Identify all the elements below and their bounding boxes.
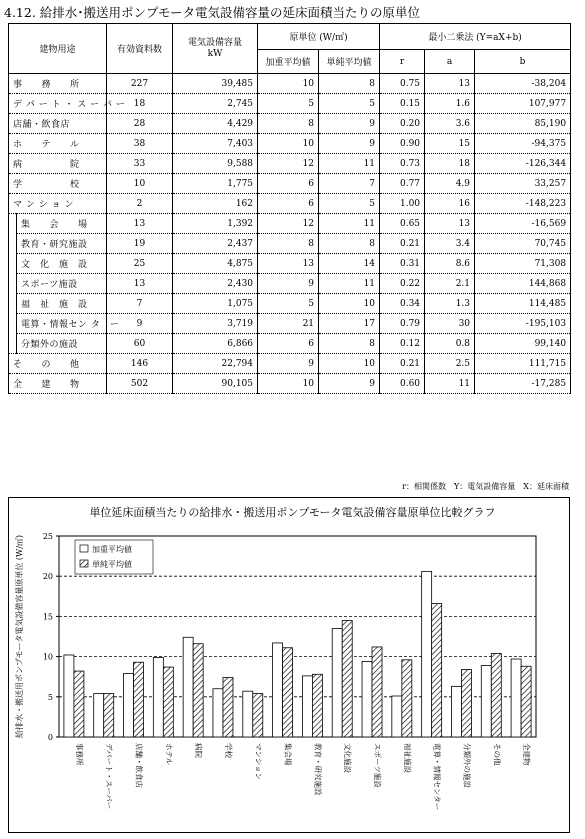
row-b: 107,977 xyxy=(475,94,571,114)
row-capacity: 4,875 xyxy=(173,254,258,274)
row-use: デ パ ー ト ・ ス ー パ ー xyxy=(9,94,107,114)
row-count: 18 xyxy=(107,94,173,114)
header-capacity-unit: kW xyxy=(207,48,223,59)
row-simple-avg: 10 xyxy=(319,294,380,314)
row-a: 13 xyxy=(425,74,475,94)
row-a: 30 xyxy=(425,314,475,334)
bar-weighted-avg xyxy=(183,637,193,737)
bar-simple-avg xyxy=(253,694,263,737)
x-category-label: スポーツ施設 xyxy=(373,743,383,788)
row-count: 28 xyxy=(107,114,173,134)
row-count: 9 xyxy=(107,314,173,334)
row-use: そ の 他 xyxy=(9,354,107,374)
row-simple-avg: 9 xyxy=(319,134,380,154)
row-weighted-avg: 5 xyxy=(258,94,319,114)
x-category-label: 文化施設 xyxy=(343,743,353,773)
row-a: 1.3 xyxy=(425,294,475,314)
row-weighted-avg: 6 xyxy=(258,174,319,194)
row-r: 0.75 xyxy=(380,74,425,94)
row-count: 60 xyxy=(107,334,173,354)
row-capacity: 4,429 xyxy=(173,114,258,134)
row-r: 0.65 xyxy=(380,214,425,234)
row-use: マ ン シ ョ ン xyxy=(9,194,107,214)
row-a: 4.9 xyxy=(425,174,475,194)
x-category-label: 全建物 xyxy=(522,743,532,766)
row-count: 10 xyxy=(107,174,173,194)
row-count: 2 xyxy=(107,194,173,214)
row-weighted-avg: 6 xyxy=(258,334,319,354)
bar-weighted-avg xyxy=(273,643,283,737)
row-capacity: 39,485 xyxy=(173,74,258,94)
bar-weighted-avg xyxy=(124,673,134,737)
bar-simple-avg xyxy=(312,674,322,737)
row-simple-avg: 8 xyxy=(319,334,380,354)
row-a: 1.6 xyxy=(425,94,475,114)
bar-weighted-avg xyxy=(302,676,312,737)
row-simple-avg: 17 xyxy=(319,314,380,334)
bar-simple-avg xyxy=(521,666,531,737)
row-use: 分類外の施設 xyxy=(17,334,107,354)
row-simple-avg: 7 xyxy=(319,174,380,194)
row-b: -148,223 xyxy=(475,194,571,214)
bar-weighted-avg xyxy=(422,571,432,737)
row-simple-avg: 5 xyxy=(319,94,380,114)
header-unit-group: 原単位 (W/㎡) xyxy=(258,24,380,50)
bar-weighted-avg xyxy=(332,628,342,737)
row-weighted-avg: 10 xyxy=(258,134,319,154)
row-weighted-avg: 12 xyxy=(258,214,319,234)
row-simple-avg: 5 xyxy=(319,194,380,214)
row-b: -195,103 xyxy=(475,314,571,334)
header-r: r xyxy=(380,50,425,74)
row-capacity: 2,745 xyxy=(173,94,258,114)
bar-weighted-avg xyxy=(64,655,74,737)
row-use: 集 会 場 xyxy=(17,214,107,234)
bar-weighted-avg xyxy=(481,665,491,737)
bar-weighted-avg xyxy=(511,659,521,737)
row-count: 502 xyxy=(107,374,173,394)
x-category-label: 事務所 xyxy=(74,743,84,766)
row-a: 3.4 xyxy=(425,234,475,254)
x-category-label: マンション xyxy=(253,743,263,781)
x-category-label: 集会場 xyxy=(283,743,293,766)
row-simple-avg: 9 xyxy=(319,374,380,394)
row-count: 33 xyxy=(107,154,173,174)
page-title: 4.12. 給排水･搬送用ポンプモータ電気設備容量の延床面積当たりの原単位 xyxy=(4,5,421,20)
row-simple-avg: 10 xyxy=(319,354,380,374)
row-capacity: 162 xyxy=(173,194,258,214)
row-r: 0.73 xyxy=(380,154,425,174)
x-category-label: 電算・情報センター xyxy=(432,743,442,811)
row-r: 0.31 xyxy=(380,254,425,274)
bar-simple-avg xyxy=(432,604,442,737)
row-use: 教育・研究施設 xyxy=(17,234,107,254)
row-weighted-avg: 9 xyxy=(258,354,319,374)
bar-weighted-avg xyxy=(94,694,104,737)
legend-label: 加重平均値 xyxy=(92,545,132,554)
row-capacity: 22,794 xyxy=(173,354,258,374)
row-simple-avg: 9 xyxy=(319,114,380,134)
row-count: 38 xyxy=(107,134,173,154)
row-capacity: 1,775 xyxy=(173,174,258,194)
row-simple-avg: 11 xyxy=(319,274,380,294)
row-capacity: 3,719 xyxy=(173,314,258,334)
bar-simple-avg xyxy=(402,660,412,737)
row-use: ホ テ ル xyxy=(9,134,107,154)
row-count: 7 xyxy=(107,294,173,314)
row-simple-avg: 11 xyxy=(319,214,380,234)
bar-simple-avg xyxy=(134,662,144,737)
row-r: 0.21 xyxy=(380,234,425,254)
row-weighted-avg: 12 xyxy=(258,154,319,174)
row-a: 16 xyxy=(425,194,475,214)
row-count: 19 xyxy=(107,234,173,254)
legend-swatch xyxy=(80,560,88,567)
bar-simple-avg xyxy=(283,648,293,737)
x-category-label: その他 xyxy=(492,743,502,766)
row-b: -94,375 xyxy=(475,134,571,154)
row-r: 0.21 xyxy=(380,354,425,374)
bar-simple-avg xyxy=(163,667,173,737)
row-use: スポーツ施設 xyxy=(17,274,107,294)
x-category-label: 教育・研究施設 xyxy=(313,743,323,796)
bar-weighted-avg xyxy=(451,686,461,737)
row-use: 病 院 xyxy=(9,154,107,174)
row-use: 電算・情報セン タ ー xyxy=(17,314,107,334)
row-simple-avg: 14 xyxy=(319,254,380,274)
row-capacity: 7,403 xyxy=(173,134,258,154)
bar-simple-avg xyxy=(74,671,84,737)
header-weighted-avg: 加重平均値 xyxy=(258,50,319,74)
x-category-label: 福祉施設 xyxy=(402,743,412,773)
row-use: 文 化 施 設 xyxy=(17,254,107,274)
row-b: -16,569 xyxy=(475,214,571,234)
header-capacity-label: 電気設備容量 xyxy=(188,37,243,48)
row-count: 25 xyxy=(107,254,173,274)
row-a: 0.8 xyxy=(425,334,475,354)
y-tick-label: 20 xyxy=(42,572,53,582)
row-simple-avg: 8 xyxy=(319,234,380,254)
header-b: b xyxy=(475,50,571,74)
row-capacity: 1,392 xyxy=(173,214,258,234)
row-a: 8.6 xyxy=(425,254,475,274)
y-tick-label: 0 xyxy=(47,733,53,742)
row-count: 146 xyxy=(107,354,173,374)
row-capacity: 1,075 xyxy=(173,294,258,314)
row-simple-avg: 11 xyxy=(319,154,380,174)
row-a: 3.6 xyxy=(425,114,475,134)
row-a: 2.5 xyxy=(425,354,475,374)
row-a: 18 xyxy=(425,154,475,174)
y-tick-label: 10 xyxy=(42,652,53,662)
legend-swatch xyxy=(80,545,88,552)
row-simple-avg: 8 xyxy=(319,74,380,94)
row-capacity: 9,588 xyxy=(173,154,258,174)
row-b: 85,190 xyxy=(475,114,571,134)
header-use: 建物用途 xyxy=(9,24,107,74)
row-b: -38,204 xyxy=(475,74,571,94)
row-b: 33,257 xyxy=(475,174,571,194)
row-r: 0.90 xyxy=(380,134,425,154)
row-count: 13 xyxy=(107,214,173,234)
row-b: 99,140 xyxy=(475,334,571,354)
bar-weighted-avg xyxy=(362,661,372,737)
legend-label: 単純平均値 xyxy=(92,560,132,569)
y-axis-label: 給排水・搬送用ポンプモータ電気設備容量原単位 (W/㎡) xyxy=(15,534,24,739)
row-weighted-avg: 21 xyxy=(258,314,319,334)
row-weighted-avg: 6 xyxy=(258,194,319,214)
bar-simple-avg xyxy=(342,620,352,737)
y-tick-label: 15 xyxy=(42,612,53,622)
row-r: 0.15 xyxy=(380,94,425,114)
table-footnote: r：相関係数 Y：電気設備容量 X：延床面積 xyxy=(402,482,569,491)
x-category-label: 病院 xyxy=(194,743,204,758)
row-weighted-avg: 5 xyxy=(258,294,319,314)
row-capacity: 90,105 xyxy=(173,374,258,394)
y-tick-label: 5 xyxy=(47,692,53,702)
row-use: 店舗・飲食店 xyxy=(9,114,107,134)
row-use: 学 校 xyxy=(9,174,107,194)
row-r: 0.34 xyxy=(380,294,425,314)
row-b: 70,745 xyxy=(475,234,571,254)
row-use: 全 建 物 xyxy=(9,374,107,394)
bar-simple-avg xyxy=(223,678,233,737)
row-count: 227 xyxy=(107,74,173,94)
bar-simple-avg xyxy=(491,653,501,737)
row-a: 11 xyxy=(425,374,475,394)
bar-weighted-avg xyxy=(213,689,223,737)
row-weighted-avg: 10 xyxy=(258,374,319,394)
row-b: 111,715 xyxy=(475,354,571,374)
bar-simple-avg xyxy=(104,694,114,737)
header-simple-avg: 単純平均値 xyxy=(319,50,380,74)
bar-weighted-avg xyxy=(392,696,402,737)
x-category-label: ホテル xyxy=(164,743,174,766)
row-r: 0.79 xyxy=(380,314,425,334)
bar-weighted-avg xyxy=(153,657,163,737)
x-category-label: 分類外の施設 xyxy=(462,743,472,788)
row-use: 事 務 所 xyxy=(9,74,107,94)
x-category-label: 店舗・飲食店 xyxy=(134,743,144,788)
header-count: 有効資料数 xyxy=(107,24,173,74)
bar-simple-avg xyxy=(193,644,203,737)
row-r: 0.22 xyxy=(380,274,425,294)
row-capacity: 2,437 xyxy=(173,234,258,254)
row-r: 0.77 xyxy=(380,174,425,194)
row-weighted-avg: 9 xyxy=(258,274,319,294)
bar-weighted-avg xyxy=(243,691,253,737)
row-count: 13 xyxy=(107,274,173,294)
row-weighted-avg: 8 xyxy=(258,114,319,134)
chart-title: 単位延床面積当たりの給排水・搬送用ポンプモータ電気設備容量原単位比較グラフ xyxy=(89,506,496,519)
row-a: 2.1 xyxy=(425,274,475,294)
row-weighted-avg: 13 xyxy=(258,254,319,274)
row-b: 144,868 xyxy=(475,274,571,294)
row-r: 0.12 xyxy=(380,334,425,354)
row-use: 福 祉 施 設 xyxy=(17,294,107,314)
row-a: 13 xyxy=(425,214,475,234)
row-a: 15 xyxy=(425,134,475,154)
row-b: -126,344 xyxy=(475,154,571,174)
row-weighted-avg: 8 xyxy=(258,234,319,254)
row-r: 1.00 xyxy=(380,194,425,214)
row-r: 0.20 xyxy=(380,114,425,134)
row-b: -17,285 xyxy=(475,374,571,394)
row-capacity: 2,430 xyxy=(173,274,258,294)
header-a: a xyxy=(425,50,475,74)
bar-simple-avg xyxy=(461,669,471,737)
y-tick-label: 25 xyxy=(42,532,53,541)
row-b: 114,485 xyxy=(475,294,571,314)
x-category-label: デパート・スーパー xyxy=(104,743,114,810)
row-weighted-avg: 10 xyxy=(258,74,319,94)
bar-simple-avg xyxy=(372,647,382,737)
x-category-label: 学校 xyxy=(223,743,233,758)
row-r: 0.60 xyxy=(380,374,425,394)
row-capacity: 6,866 xyxy=(173,334,258,354)
header-lsq: 最小二乗法 (Y=aX+b) xyxy=(380,24,571,50)
row-b: 71,308 xyxy=(475,254,571,274)
